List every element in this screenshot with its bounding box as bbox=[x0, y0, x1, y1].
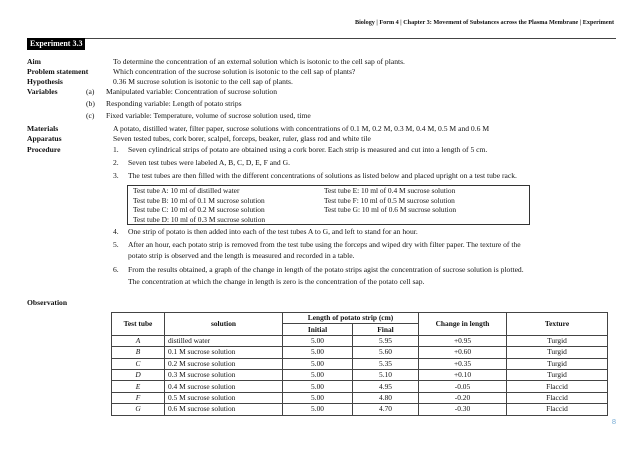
cell-change: +0.10 bbox=[419, 369, 507, 380]
step-text: potato strip is observed and the length is measured and recorded in a table. bbox=[128, 251, 355, 260]
table-row bbox=[112, 369, 608, 380]
cell-final: 4.95 bbox=[353, 381, 419, 392]
procedure-label: Procedure bbox=[27, 145, 61, 154]
table-row bbox=[112, 358, 608, 369]
cell-tube: B bbox=[112, 347, 165, 358]
step-number: 5. bbox=[113, 240, 119, 249]
cell-texture: Turgid bbox=[507, 347, 608, 358]
hypothesis-text: 0.36 M sucrose solution is isotonic to the cell sap of plants. bbox=[113, 77, 293, 86]
table-row bbox=[112, 335, 608, 346]
cell-change: +0.95 bbox=[419, 335, 507, 346]
header-texture: Texture bbox=[507, 313, 608, 336]
tube-entry: Test tube B: 10 ml of 0.1 M sucrose solution bbox=[133, 195, 265, 205]
header-test-tube: Test tube bbox=[112, 313, 165, 336]
apparatus-text: Seven tested tubes, cork borer, scalpel, forceps, beaker, ruler, glass rod and white tile bbox=[113, 134, 371, 143]
cell-tube: F bbox=[112, 392, 165, 403]
header-final: Final bbox=[353, 324, 419, 335]
cell-final: 5.35 bbox=[353, 358, 419, 369]
test-tube-list bbox=[127, 185, 530, 225]
table-row bbox=[112, 392, 608, 403]
cell-solution: distilled water bbox=[165, 335, 283, 346]
cell-initial: 5.00 bbox=[283, 392, 353, 403]
page-header: Biology | Form 4 | Chapter 3: Movement of Substances across the Plasma Membrane | Experiment bbox=[354, 19, 614, 26]
variable-item bbox=[86, 99, 590, 109]
tube-entry: Test tube G: 10 ml of 0.6 M sucrose solution bbox=[324, 205, 457, 214]
experiment-title-rule bbox=[27, 38, 616, 51]
variable-text: Manipulated variable: Concentration of sucrose solution bbox=[106, 87, 278, 96]
cell-initial: 5.00 bbox=[283, 358, 353, 369]
aim-label: Aim bbox=[27, 57, 41, 66]
cell-solution: 0.6 M sucrose solution bbox=[165, 404, 283, 415]
cell-tube: D bbox=[112, 369, 165, 380]
variable-mark: (a) bbox=[86, 87, 95, 96]
step-text: Seven cylindrical strips of potato are obtained using a cork borer. Each strip is measured and cut into a length of 5 cm. bbox=[128, 145, 488, 154]
tube-entry: Test tube F: 10 ml of 0.5 M sucrose solution bbox=[324, 195, 455, 205]
cell-solution: 0.2 M sucrose solution bbox=[165, 358, 283, 369]
observation-label: Observation bbox=[27, 298, 68, 307]
step-number: 6. bbox=[113, 265, 119, 274]
header-change: Change in length bbox=[419, 313, 507, 336]
materials-label: Materials bbox=[27, 124, 59, 133]
hypothesis-label: Hypothesis bbox=[27, 77, 63, 86]
variable-mark: (c) bbox=[86, 111, 95, 120]
table-row bbox=[112, 347, 608, 358]
variable-text: Fixed variable: Temperature, volume of sucrose solution used, time bbox=[106, 111, 311, 120]
tube-entry: Test tube E: 10 ml of 0.4 M sucrose solution bbox=[324, 186, 456, 195]
tube-entry: Test tube D: 10 ml of 0.3 M sucrose solution bbox=[133, 214, 266, 224]
cell-tube: A bbox=[112, 335, 165, 346]
observation-table bbox=[111, 312, 608, 416]
cell-initial: 5.00 bbox=[283, 404, 353, 415]
header-solution: solution bbox=[165, 313, 283, 336]
step-text: After an hour, each potato strip is removed from the test tube using the forceps and wiped dry with filter paper. The texture of the bbox=[128, 240, 521, 249]
cell-solution: 0.4 M sucrose solution bbox=[165, 381, 283, 392]
experiment-title: Experiment 3.3 bbox=[27, 38, 85, 50]
cell-texture: Turgid bbox=[507, 358, 608, 369]
table-row bbox=[112, 404, 608, 415]
cell-change: +0.35 bbox=[419, 358, 507, 369]
problem-text: Which concentration of the sucrose solution is isotonic to the cell sap of plants? bbox=[113, 67, 356, 76]
cell-solution: 0.5 M sucrose solution bbox=[165, 392, 283, 403]
header-length: Length of potato strip (cm) bbox=[283, 313, 419, 324]
cell-texture: Turgid bbox=[507, 335, 608, 346]
problem-label: Problem statement bbox=[27, 67, 89, 76]
variable-item bbox=[86, 87, 590, 97]
step-text: From the results obtained, a graph of the change in length of the potato strips agist the concentration of sucrose solution is plotted. bbox=[128, 265, 524, 274]
step-text: Seven test tubes were labeled A, B, C, D, E, F and G. bbox=[128, 158, 290, 167]
cell-final: 5.10 bbox=[353, 369, 419, 380]
variable-mark: (b) bbox=[86, 99, 95, 108]
tube-entry: Test tube A: 10 ml of distilled water bbox=[133, 186, 240, 195]
cell-change: -0.20 bbox=[419, 392, 507, 403]
cell-texture: Turgid bbox=[507, 369, 608, 380]
variables-label: Variables bbox=[27, 87, 58, 96]
materials-text: A potato, distilled water, filter paper, sucrose solutions with concentrations of 0.1 M, 0.2 M, 0.3 M, 0.4 M, 0.5 M and 0.6 M bbox=[113, 124, 490, 133]
cell-texture: Flaccid bbox=[507, 381, 608, 392]
step-number: 2. bbox=[113, 158, 119, 167]
cell-initial: 5.00 bbox=[283, 369, 353, 380]
cell-texture: Flaccid bbox=[507, 404, 608, 415]
step-number: 4. bbox=[113, 227, 119, 236]
cell-tube: C bbox=[112, 358, 165, 369]
cell-solution: 0.3 M sucrose solution bbox=[165, 369, 283, 380]
cell-tube: G bbox=[112, 404, 165, 415]
step-text: One strip of potato is then added into each of the test tubes A to G, and left to stand for an hour. bbox=[128, 227, 418, 236]
cell-change: +0.60 bbox=[419, 347, 507, 358]
cell-final: 4.70 bbox=[353, 404, 419, 415]
step-text: The test tubes are then filled with the different concentrations of solutions as listed below and placed upright on a test tube rack. bbox=[128, 171, 517, 180]
cell-final: 5.60 bbox=[353, 347, 419, 358]
table-row bbox=[112, 381, 608, 392]
step-number: 1. bbox=[113, 145, 119, 154]
cell-initial: 5.00 bbox=[283, 335, 353, 346]
header-initial: Initial bbox=[283, 324, 353, 335]
apparatus-label: Apparatus bbox=[27, 134, 62, 143]
cell-texture: Flaccid bbox=[507, 392, 608, 403]
cell-solution: 0.1 M sucrose solution bbox=[165, 347, 283, 358]
variable-text: Responding variable: Length of potato strips bbox=[106, 99, 242, 108]
cell-final: 4.80 bbox=[353, 392, 419, 403]
step-number: 3. bbox=[113, 171, 119, 180]
cell-initial: 5.00 bbox=[283, 381, 353, 392]
cell-initial: 5.00 bbox=[283, 347, 353, 358]
cell-change: -0.05 bbox=[419, 381, 507, 392]
step-text: The concentration at which the change in length is zero is the concentration of the potato cell sap. bbox=[128, 277, 425, 286]
cell-change: -0.30 bbox=[419, 404, 507, 415]
variable-item bbox=[86, 111, 590, 121]
cell-tube: E bbox=[112, 381, 165, 392]
tube-entry: Test tube C: 10 ml of 0.2 M sucrose solution bbox=[133, 205, 265, 214]
aim-text: To determine the concentration of an external solution which is isotonic to the cell sap of plants. bbox=[113, 57, 405, 66]
cell-final: 5.95 bbox=[353, 335, 419, 346]
page-number: 8 bbox=[611, 417, 616, 426]
